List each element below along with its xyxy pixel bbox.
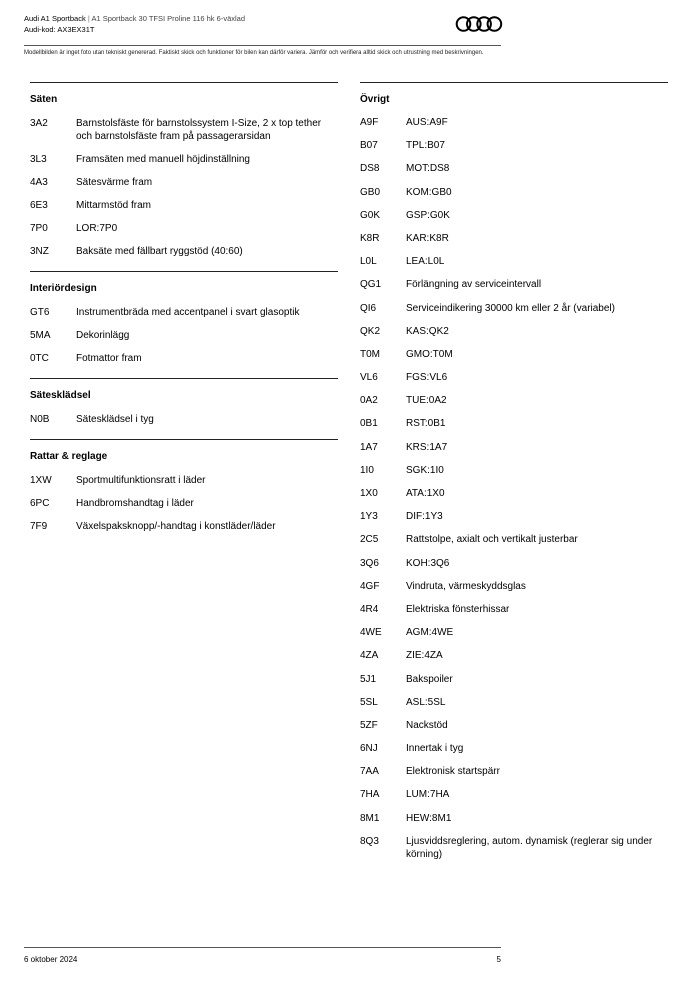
option-description: Sätesklädsel i tyg	[76, 413, 154, 425]
option-code: 7F9	[30, 520, 48, 532]
option-code: 3Q6	[360, 557, 379, 569]
option-description: FGS:VL6	[406, 372, 448, 384]
left-column	[30, 82, 338, 542]
equipment-row	[30, 492, 338, 515]
page-number: 5	[496, 955, 501, 964]
title-separator: |	[87, 14, 90, 23]
section-title: Säten	[30, 94, 58, 105]
equipment-row	[360, 599, 668, 622]
option-description: KOM:GB0	[406, 186, 452, 198]
option-code: 4ZA	[360, 650, 379, 662]
equipment-section	[360, 82, 668, 871]
equipment-row	[30, 469, 338, 492]
option-code: VL6	[360, 372, 378, 384]
equipment-row	[360, 669, 668, 692]
option-code: QI6	[360, 302, 377, 314]
equipment-row	[360, 251, 668, 274]
option-code: 5SL	[360, 696, 378, 708]
option-code: DS8	[360, 163, 380, 175]
option-code: T0M	[360, 348, 380, 360]
option-description: Instrumentbräda med accentpanel i svart glasoptik	[76, 306, 300, 318]
option-description: Växelspaksknopp/-handtag i konstläder/läder	[76, 520, 276, 532]
option-description: Elektriska fönsterhissar	[406, 603, 510, 615]
option-description: LUM:7HA	[406, 789, 450, 801]
equipment-row	[360, 831, 668, 867]
option-code: 2C5	[360, 534, 379, 546]
equipment-row	[360, 483, 668, 506]
equipment-row	[360, 622, 668, 645]
option-code: N0B	[30, 413, 50, 425]
equipment-section	[30, 82, 338, 267]
option-description: GSP:G0K	[406, 209, 450, 221]
option-description: LEA:L0L	[406, 256, 445, 268]
option-code: 1A7	[360, 441, 378, 453]
option-description: Vindruta, värmeskyddsglas	[406, 580, 526, 592]
footer-divider	[24, 947, 501, 948]
equipment-row	[360, 228, 668, 251]
option-description: ATA:1X0	[406, 488, 445, 499]
option-description: TPL:B07	[406, 140, 445, 152]
option-code: 4WE	[360, 627, 382, 639]
equipment-row	[30, 171, 338, 194]
option-code: 1Y3	[360, 511, 378, 523]
equipment-section	[30, 439, 338, 542]
section-title: Övrigt	[360, 94, 390, 105]
equipment-row	[360, 529, 668, 552]
option-code: 7P0	[30, 222, 48, 234]
equipment-row	[30, 240, 338, 263]
option-description: Mittarmstöd fram	[76, 199, 152, 211]
option-description: Nackstöd	[406, 719, 448, 731]
option-description: KAR:K8R	[406, 232, 449, 244]
model-variant: A1 Sportback 30 TFSI Proline 116 hk 6-växlad	[91, 14, 245, 23]
option-description: ASL:5SL	[406, 696, 446, 708]
equipment-row	[360, 182, 668, 205]
option-code: 0B1	[360, 418, 378, 430]
option-code: 6PC	[30, 497, 50, 509]
option-code: 1XW	[30, 474, 52, 486]
equipment-row	[360, 135, 668, 158]
option-code: GT6	[30, 306, 50, 318]
equipment-row	[360, 344, 668, 367]
option-code: L0L	[360, 256, 377, 268]
option-code: 4A3	[30, 176, 48, 188]
equipment-row	[30, 217, 338, 240]
option-description: Innertak i tyg	[406, 743, 464, 755]
equipment-row	[360, 413, 668, 436]
option-code: QG1	[360, 279, 382, 291]
equipment-row	[30, 347, 338, 370]
option-description: Sätesvärme fram	[76, 176, 153, 188]
equipment-row	[360, 784, 668, 807]
option-description: AUS:A9F	[406, 117, 448, 128]
option-description: Sportmultifunktionsratt i läder	[76, 474, 206, 486]
option-description: Elektronisk startspärr	[406, 766, 500, 778]
section-title: Rattar & reglage	[30, 451, 108, 462]
option-code: 4GF	[360, 580, 380, 592]
option-description: KRS:1A7	[406, 441, 448, 453]
equipment-row	[30, 515, 338, 538]
equipment-row	[360, 645, 668, 668]
option-code: 4R4	[360, 603, 379, 615]
equipment-row	[360, 321, 668, 344]
equipment-row	[360, 437, 668, 460]
option-code: GB0	[360, 186, 381, 198]
equipment-row	[360, 274, 668, 297]
option-code: 1X0	[360, 488, 378, 499]
equipment-row	[360, 112, 668, 135]
equipment-row	[360, 506, 668, 529]
option-code: 0TC	[30, 352, 49, 364]
option-code: 3NZ	[30, 245, 49, 257]
equipment-row	[360, 761, 668, 784]
option-description: DIF:1Y3	[406, 511, 443, 523]
option-description: Dekorinlägg	[76, 329, 130, 341]
equipment-row	[360, 576, 668, 599]
option-description: KAS:QK2	[406, 325, 449, 337]
option-description: Fotmattor fram	[76, 352, 142, 364]
option-code: 0A2	[360, 395, 378, 407]
option-code: 8Q3	[360, 835, 379, 847]
equipment-row	[360, 808, 668, 831]
equipment-row	[360, 692, 668, 715]
equipment-row	[360, 298, 668, 321]
option-code: QK2	[360, 325, 381, 337]
option-code: 8M1	[360, 812, 380, 824]
equipment-row	[30, 112, 338, 148]
option-description: Framsäten med manuell höjdinställning	[76, 153, 250, 165]
option-code: B07	[360, 140, 378, 152]
audi-rings-logo	[455, 15, 503, 33]
document-title	[24, 14, 245, 25]
option-description: Baksäte med fällbart ryggstöd (40:60)	[76, 245, 243, 257]
option-description: Bakspoiler	[406, 673, 453, 685]
option-description: SGK:1I0	[406, 464, 444, 476]
option-description: Barnstolsfäste för barnstolssystem I-Size, 2 x top tether och barnstolsfäste fram på passagerarsidan	[76, 117, 322, 142]
equipment-section	[30, 271, 338, 374]
option-code: A9F	[360, 117, 379, 128]
equipment-row	[360, 715, 668, 738]
option-description: Ljusviddsreglering, autom. dynamisk (reglerar sig under körning)	[406, 835, 653, 860]
equipment-row	[360, 367, 668, 390]
equipment-row	[360, 205, 668, 228]
right-column	[360, 82, 668, 871]
option-code: 5J1	[360, 673, 377, 685]
option-description: MOT:DS8	[406, 163, 450, 175]
section-title: Sätesklädsel	[30, 390, 91, 401]
audi-code: Audi-kod: AX3EX31T	[24, 25, 95, 34]
option-description: Serviceindikering 30000 km eller 2 år (variabel)	[406, 302, 615, 314]
option-code: 5ZF	[360, 719, 378, 731]
equipment-row	[30, 301, 338, 324]
equipment-row	[360, 158, 668, 181]
option-description: TUE:0A2	[406, 395, 447, 407]
equipment-row	[360, 553, 668, 576]
option-code: 7HA	[360, 789, 380, 801]
option-description: Handbromshandtag i läder	[76, 497, 194, 509]
option-code: 6NJ	[360, 743, 378, 755]
option-description: HEW:8M1	[406, 812, 452, 824]
option-code: 3A2	[30, 117, 48, 129]
option-code: 3L3	[30, 153, 47, 165]
option-description: RST:0B1	[406, 418, 446, 430]
option-description: Förlängning av serviceintervall	[406, 279, 542, 291]
option-description: Rattstolpe, axialt och vertikalt justerbar	[406, 534, 578, 546]
footer-date: 6 oktober 2024	[24, 955, 78, 964]
option-code: 6E3	[30, 199, 48, 211]
option-code: G0K	[360, 209, 381, 221]
equipment-row	[30, 324, 338, 347]
equipment-row	[360, 390, 668, 413]
equipment-section	[30, 378, 338, 435]
section-title: Interiördesign	[30, 283, 97, 294]
option-description: AGM:4WE	[406, 627, 454, 639]
option-description: ZIE:4ZA	[406, 650, 443, 662]
equipment-row	[360, 738, 668, 761]
option-description: GMO:T0M	[406, 348, 453, 360]
option-description: LOR:7P0	[76, 222, 118, 234]
option-code: 1I0	[360, 464, 374, 476]
equipment-row	[30, 408, 338, 431]
option-code: 7AA	[360, 766, 379, 778]
header-divider	[24, 45, 501, 46]
option-description: KOH:3Q6	[406, 557, 450, 569]
option-code: 5MA	[30, 329, 51, 341]
equipment-row	[360, 460, 668, 483]
equipment-row	[30, 194, 338, 217]
option-code: K8R	[360, 232, 380, 244]
model-name: Audi A1 Sportback	[24, 14, 86, 23]
equipment-row	[30, 148, 338, 171]
disclaimer: Modellbilden är inget foto utan tekniskt genererad. Faktiskt skick och funktioner för bilen kan därför variera. Jämför och verifiera alltid skick och utrustning med beskrivningen.	[24, 50, 484, 56]
